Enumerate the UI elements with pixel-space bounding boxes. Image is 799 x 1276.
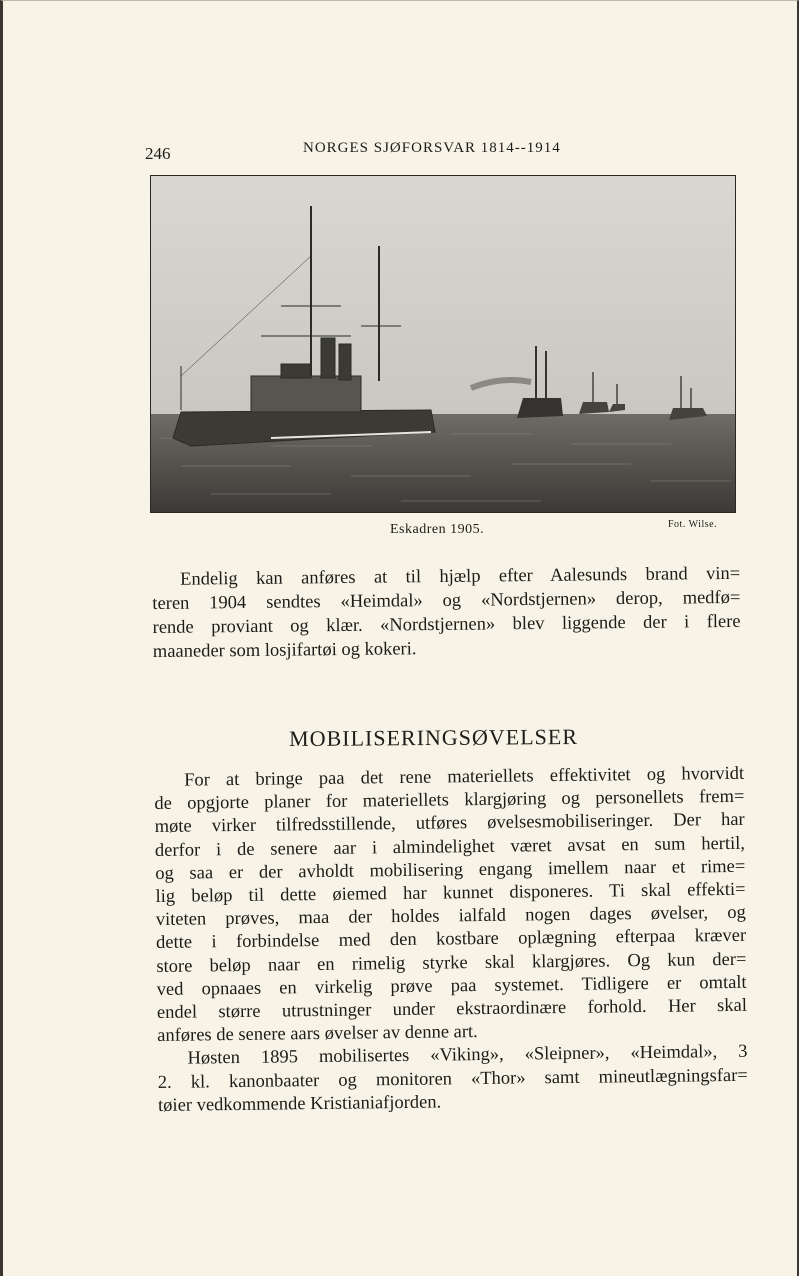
- text-line: Høsten 1895 mobilisertes «Viking», «Sleipner», «Heimdal», 3: [187, 1042, 748, 1070]
- running-title: NORGES SJØFORSVAR 1814--1914: [303, 140, 561, 156]
- running-header: [145, 140, 585, 164]
- text-line: og saa er der avholdt mobilisering engang imellem naar et rime=: [155, 856, 746, 884]
- text-line: dette i forbindelse med den kostbare oplægning efterpaa kræver: [155, 926, 747, 954]
- text-line: 2. kl. kanonbaater og monitoren «Thor» samt mineutlægningsfar=: [157, 1065, 748, 1093]
- text-line: derfor i de senere aar i almindelighet været avsat en sum hertil,: [154, 833, 746, 861]
- squadron-photograph: [150, 175, 736, 513]
- figure-caption: Eskadren 1905.: [390, 522, 485, 537]
- text-line: møte virker tilfredsstillende, utføres øvelsesmobiliseringer. Der har: [154, 810, 745, 838]
- text-line: Endelig kan anføres at til hjælp efter Aalesunds brand vin=: [180, 563, 741, 590]
- text-line: de opgjorte planer for materiellets klargjøring og personellets frem=: [154, 786, 745, 815]
- photo-credit: Fot. Wilse.: [668, 519, 718, 530]
- page-number: 246: [145, 144, 171, 163]
- paragraph-mobilisering: [154, 763, 748, 1118]
- text-line: For at bringe paa det rene materiellets effektivitet og hvorvidt: [184, 763, 745, 791]
- text-line: lig beløp til dette øiemed har kunnet disponeres. Ti skal effekti=: [155, 879, 746, 908]
- text-line: tøier vedkommende Kristianiafjorden.: [157, 1092, 442, 1116]
- text-line: anføres de senere aars øvelser av denne art.: [157, 1022, 478, 1047]
- text-line: viteten prøves, maa der holdes ialfald nogen dages øvelser, og: [155, 903, 746, 931]
- text-line: maaneder som losjifartøi og kokeri.: [152, 639, 417, 662]
- text-line: rende proviant og klær. «Nordstjernen» blev liggende der i flere: [152, 611, 741, 638]
- paragraph-aalesund: [152, 562, 741, 664]
- text-line: store beløp naar en rimelig styrke skal klargjøres. Og kun der=: [156, 949, 747, 977]
- section-heading: MOBILISERINGSØVELSER: [289, 723, 579, 751]
- text-line: endel større utrustninger under ekstraordinære forhold. Her skal: [156, 995, 748, 1024]
- text-line: teren 1904 sendtes «Heimdal» og «Nordstjernen» derop, medfø=: [152, 587, 741, 614]
- text-line: ved opnaaes en virkelig prøve paa systemet. Tidligere er omtalt: [156, 972, 747, 1000]
